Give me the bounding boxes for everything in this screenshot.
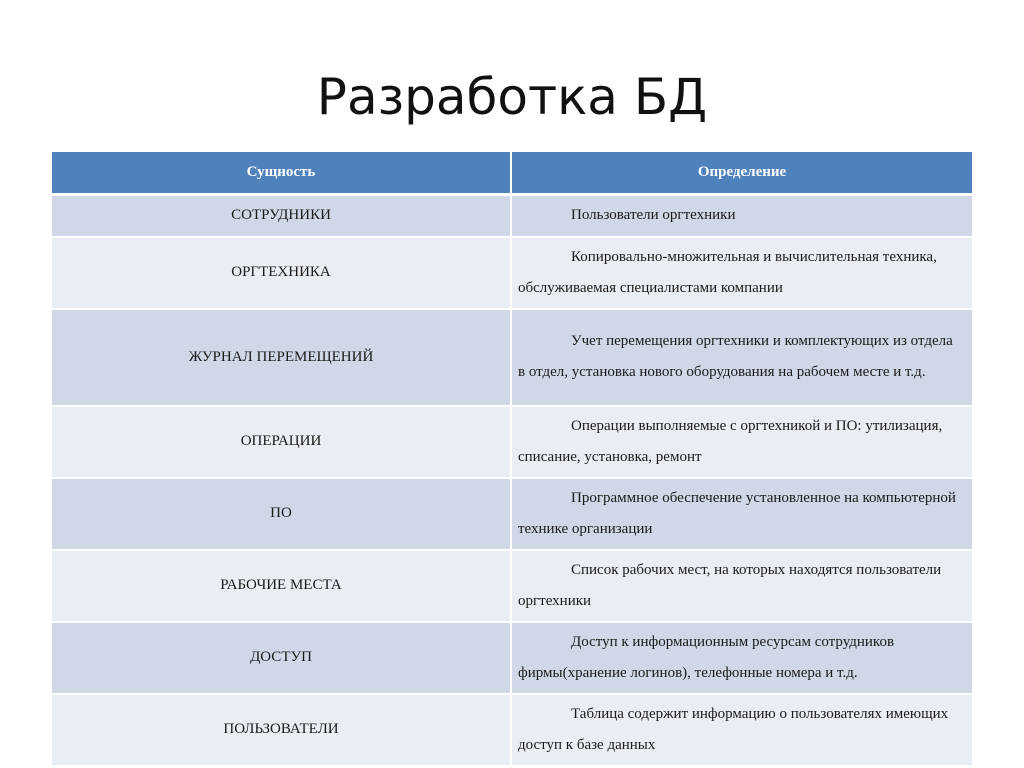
table-row xyxy=(52,694,972,765)
column-header-entity: Сущность xyxy=(52,152,511,195)
column-header-definition: Определение xyxy=(511,152,972,195)
definition-text: Копировально-множительная и вычислительная техника, обслуживаемая специалистами компании xyxy=(518,248,937,296)
definition-cell xyxy=(511,309,972,406)
definition-cell xyxy=(511,478,972,550)
definition-cell xyxy=(511,550,972,622)
entity-cell: ОРГТЕХНИКА xyxy=(52,237,511,309)
definition-cell xyxy=(511,195,972,237)
definition-text: Программное обеспечение установленное на компьютерной технике организации xyxy=(518,489,956,537)
definition-cell xyxy=(511,406,972,478)
definition-cell xyxy=(511,622,972,694)
table-row xyxy=(52,309,972,406)
entity-cell: ПО xyxy=(52,478,511,550)
definition-cell xyxy=(511,237,972,309)
entity-cell: РАБОЧИЕ МЕСТА xyxy=(52,550,511,622)
definition-text: Операции выполняемые с оргтехникой и ПО: утилизация, списание, установка, ремонт xyxy=(518,417,943,465)
entity-cell: ЖУРНАЛ ПЕРЕМЕЩЕНИЙ xyxy=(52,309,511,406)
entity-cell: ПОЛЬЗОВАТЕЛИ xyxy=(52,694,511,765)
table-row xyxy=(52,478,972,550)
definition-text: Пользователи оргтехники xyxy=(571,207,736,224)
definition-text: Список рабочих мест, на которых находятся пользователи оргтехники xyxy=(518,561,942,609)
entity-cell: ДОСТУП xyxy=(52,622,511,694)
entity-cell: СОТРУДНИКИ xyxy=(52,195,511,237)
table-row xyxy=(52,237,972,309)
table-row xyxy=(52,195,972,237)
definition-text: Таблица содержит информацию о пользователях имеющих доступ к базе данных xyxy=(518,705,949,753)
table-header-row xyxy=(52,152,972,195)
table-row xyxy=(52,622,972,694)
slide-title: Разработка БД xyxy=(316,68,708,126)
table-row xyxy=(52,550,972,622)
entities-table xyxy=(52,152,972,765)
definition-text: Доступ к информационным ресурсам сотрудников фирмы(хранение логинов), телефонные номера и т.д. xyxy=(518,633,895,681)
entity-cell: ОПЕРАЦИИ xyxy=(52,406,511,478)
definition-cell xyxy=(511,694,972,765)
table-row xyxy=(52,406,972,478)
definition-text: Учет перемещения оргтехники и комплектующих из отдела в отдел, установка нового оборудования на рабочем месте и т.д. xyxy=(518,333,953,380)
